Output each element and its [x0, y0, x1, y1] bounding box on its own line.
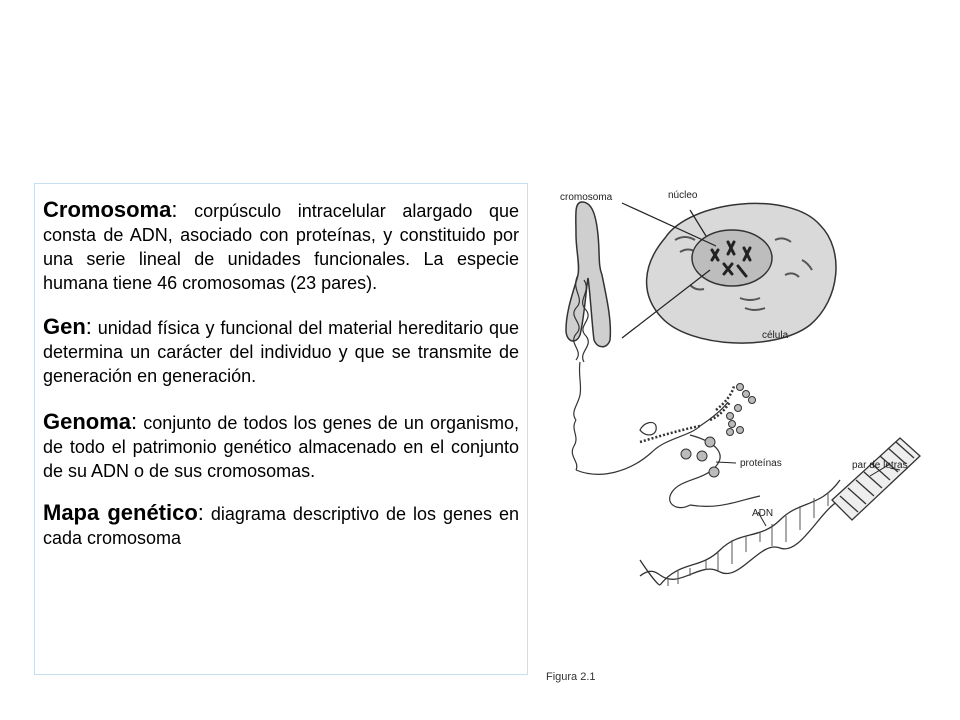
term-genoma: Genoma: [43, 409, 132, 434]
term-gen: Gen: [43, 314, 86, 339]
label-cromosoma: cromosoma: [560, 192, 613, 203]
definition-mapa-genetico: [43, 501, 519, 550]
label-adn: ADN: [752, 508, 774, 519]
label-nucleo: núcleo: [668, 190, 698, 201]
colon: :: [85, 314, 92, 339]
dna-ladder: [832, 438, 920, 520]
definition-text-genoma: conjunto de todos los genes de un organismo, de todo el patrimonio genético almacenado en el conjunto de su ADN o de sus cromosomas.: [43, 413, 519, 481]
term-mapa-genetico: Mapa genético: [43, 500, 198, 525]
definition-gen: [43, 315, 519, 388]
figure-caption: Figura 2.1: [546, 671, 596, 683]
definition-text-gen: unidad física y funcional del material hereditario que determina un carácter del individuo y que se transmite de generación en generación.: [43, 318, 519, 386]
label-par-de-letras: par de letras: [852, 460, 908, 471]
genetics-figure: [540, 180, 950, 690]
term-cromosoma: Cromosoma: [43, 197, 172, 222]
label-proteinas: proteínas: [740, 458, 782, 469]
dna-rungs: [668, 492, 828, 586]
definition-text-cromosoma: corpúsculo intracelular alargado que consta de ADN, asociado con proteínas, y constituido por una serie lineal de unidades funcionales. La especie humana tiene 46 cromosomas (23 pares).: [43, 201, 519, 293]
colon: :: [171, 197, 178, 222]
chromosome-shape: [566, 202, 610, 347]
definition-cromosoma: [43, 198, 519, 295]
definitions-box: [34, 183, 528, 675]
label-celula: célula: [762, 330, 789, 341]
colon: :: [197, 500, 204, 525]
definition-genoma: [43, 410, 519, 483]
nucleus: [692, 230, 772, 286]
colon: :: [131, 409, 138, 434]
definition-text-mapa-genetico: diagrama descriptivo de los genes en cada cromosoma: [43, 504, 519, 548]
